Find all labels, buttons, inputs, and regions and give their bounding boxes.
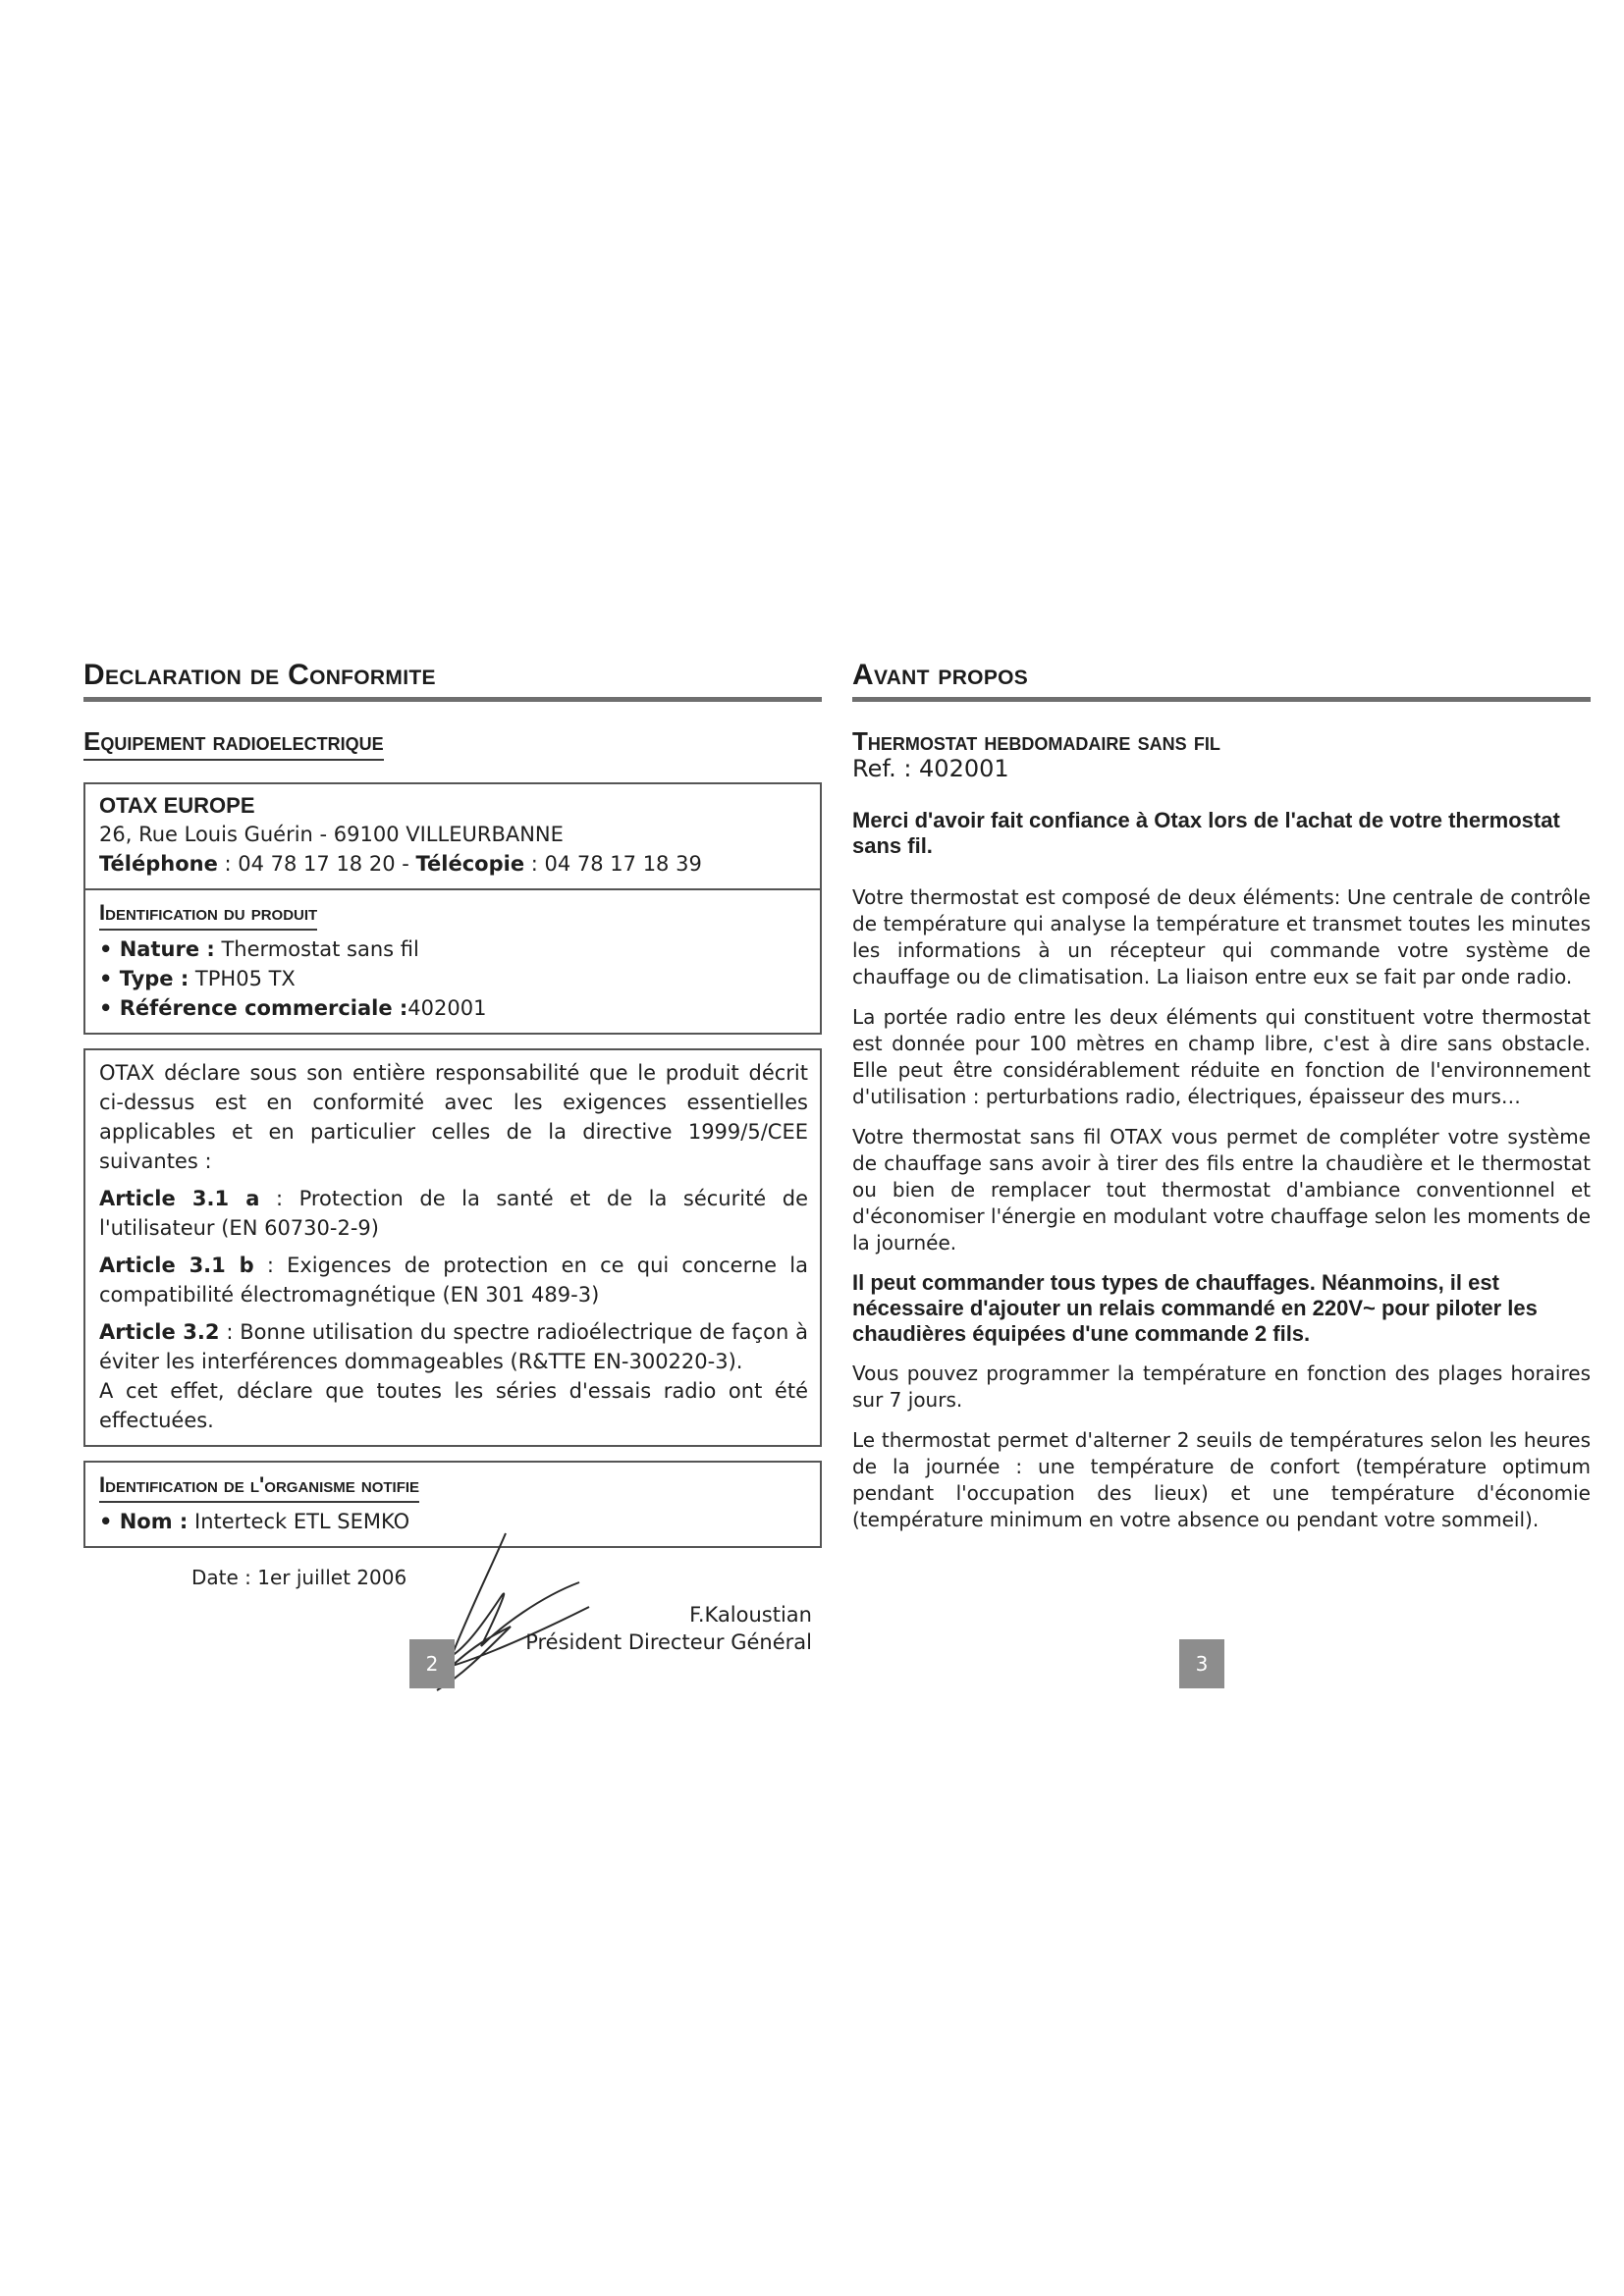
- right-page: [852, 660, 1591, 1547]
- signer-title: Président Directeur Général: [525, 1630, 812, 1654]
- avant-propos-heading: Avant propos: [852, 659, 1029, 691]
- declaration-box: [83, 1048, 822, 1447]
- thermostat-subheading: Thermostat hebdomadaire sans fil: [852, 726, 1220, 756]
- article-3-1-a-label: Article 3.1 a: [99, 1187, 260, 1210]
- article-3-2-text: : Bonne utilisation du spectre radioélectrique de façon à éviter les interférences dommageables (R&TTE EN-300220-3).: [99, 1320, 808, 1373]
- company-name: OTAX EUROPE: [99, 793, 255, 818]
- heading-rule: [852, 697, 1591, 702]
- type-label: • Type :: [99, 967, 189, 990]
- declaration-boxes: [83, 782, 822, 1548]
- product-ref: Ref. : 402001: [852, 755, 1009, 782]
- heading-rule: [83, 697, 822, 702]
- article-3-1-a: [99, 1184, 808, 1243]
- company-box: [83, 782, 822, 890]
- article-3-2: [99, 1317, 808, 1376]
- relay-notice: Il peut commander tous types de chauffages. Néanmoins, il est nécessaire d'ajouter un relais commandé en 220V~ pour piloter les chaudières équipées d'une commande 2 fils.: [852, 1270, 1538, 1346]
- declaration-heading: Declaration de Conformite: [83, 659, 436, 691]
- phone-value: : 04 78 17 18 20 -: [217, 852, 416, 876]
- phone-label: Téléphone: [99, 852, 218, 876]
- company-address: 26, Rue Louis Guérin - 69100 VILLEURBANNE: [99, 823, 564, 846]
- nature-label: • Nature :: [99, 937, 215, 961]
- product-box: [83, 890, 822, 1035]
- product-reference: [99, 993, 808, 1023]
- organism-title: Identification de l'organisme notifie: [99, 1471, 419, 1503]
- product-title: Identification du produit: [99, 899, 317, 931]
- article-3-1-b: [99, 1251, 808, 1309]
- description-paragraph-2: La portée radio entre les deux éléments qui constituent votre thermostat est donnée pour 100 mètres en champ libre, c'est à dire sans obstacle. Elle peut être considérablement réduite en fonction de l'environnement d'utilisation : perturbations radio, électriques, épaisseur des murs…: [852, 1005, 1591, 1108]
- declaration-intro: OTAX déclare sous son entière responsabilité que le produit décrit ci-dessus est en conformité avec les exigences essentielles applicables et en particulier celles de la directive 1999/5/CEE suivantes :: [99, 1061, 808, 1173]
- reference-value: 402001: [407, 996, 487, 1020]
- equipment-subheading: Equipement radioelectrique: [83, 727, 384, 761]
- description-paragraph-1: Votre thermostat est composé de deux éléments: Une centrale de contrôle de température qui analyse la température et transmet toutes les minutes les informations à un récepteur qui commande votre système de chauffage ou de climatisation. La liaison entre eux se fait par onde radio.: [852, 885, 1591, 988]
- type-value: TPH05 TX: [189, 967, 296, 990]
- company-contact: [99, 849, 808, 879]
- nature-value: Thermostat sans fil: [214, 937, 419, 961]
- page-number-right: 3: [1179, 1639, 1224, 1688]
- page-number-left: 2: [409, 1639, 455, 1688]
- article-3-1-b-text: : Exigences de protection en ce qui concerne la compatibilité électromagnétique (EN 301 489-3): [99, 1254, 808, 1307]
- thanks-paragraph: Merci d'avoir fait confiance à Otax lors de l'achat de votre thermostat sans fil.: [852, 808, 1560, 858]
- fax-value: : 04 78 17 18 39: [524, 852, 702, 876]
- article-3-1-a-text: : Protection de la santé et de la sécurité de l'utilisateur (EN 60730-2-9): [99, 1187, 808, 1240]
- declaration-date: Date : 1er juillet 2006: [191, 1566, 407, 1589]
- organism-name-value: Interteck ETL SEMKO: [188, 1510, 410, 1533]
- article-3-2-label: Article 3.2: [99, 1320, 220, 1344]
- organism-name-label: • Nom :: [99, 1510, 189, 1533]
- description-paragraph-4: Vous pouvez programmer la température en fonction des plages horaires sur 7 jours.: [852, 1362, 1591, 1412]
- description-paragraph-5: Le thermostat permet d'alterner 2 seuils de températures selon les heures de la journée : une température de confort (température optimum pendant l'occupation des lieux) et une température d'économie (température minimum en votre absence ou pendant votre sommeil).: [852, 1428, 1591, 1531]
- signer-name: F.Kaloustian: [689, 1603, 812, 1627]
- product-type: [99, 964, 808, 993]
- left-page: [83, 660, 822, 1685]
- reference-label: • Référence commerciale :: [99, 996, 408, 1020]
- description-paragraph-3: Votre thermostat sans fil OTAX vous permet de compléter votre système de chauffage sans avoir à tirer des fils entre la chaudière et le thermostat ou bien de remplacer tout thermostat d'ambiance conventionnel et d'économiser l'énergie en modulant votre chauffage selon les moments de la journée.: [852, 1125, 1591, 1255]
- declaration-effect: A cet effet, déclare que toutes les séries d'essais radio ont été effectuées.: [99, 1379, 808, 1432]
- fax-label: Télécopie: [415, 852, 525, 876]
- product-nature: [99, 934, 808, 964]
- article-3-1-b-label: Article 3.1 b: [99, 1254, 254, 1277]
